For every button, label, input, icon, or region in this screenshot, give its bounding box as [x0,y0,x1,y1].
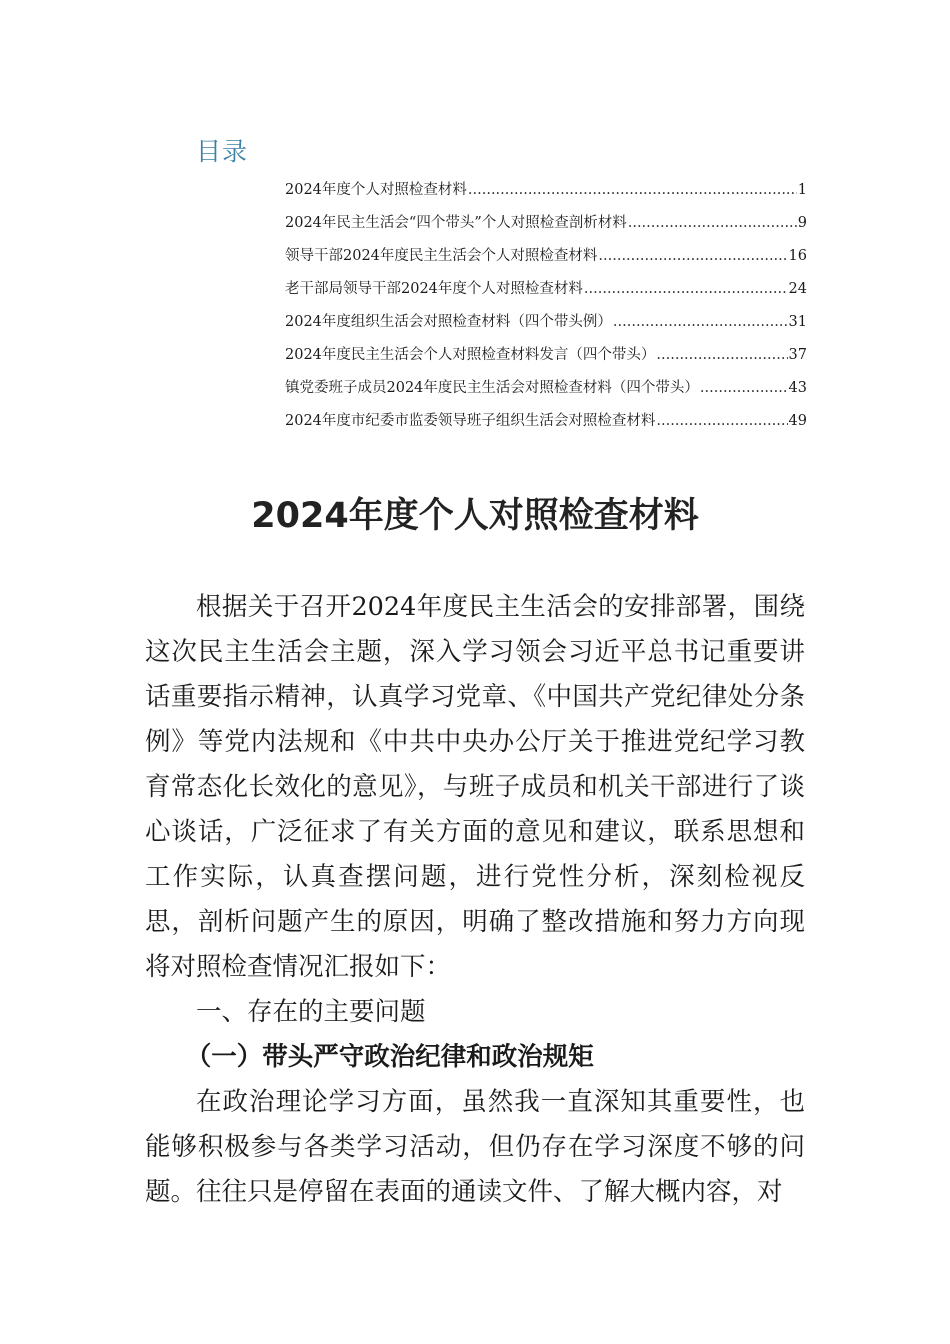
toc-leader-dots [628,207,797,240]
toc-entry[interactable] [285,240,807,273]
toc-entry-title: 镇党委班子成员2024年度民主生活会对照检查材料（四个带头） [285,380,699,396]
toc-entry-title: 2024年度组织生活会对照检查材料（四个带头例） [285,314,612,330]
toc-entry[interactable] [285,174,807,207]
toc-leader-dots [700,372,788,405]
document-title: 2024年度个人对照检查材料 [251,496,699,536]
body-paragraph: 在政治理论学习方面，虽然我一直深知其重要性，也能够积极参与各类学习活动，但仍存在学习深度不够的问题。往往只是停留在表面的通读文件、了解大概内容，对 [145,1087,805,1207]
toc-leader-dots [468,174,797,207]
table-of-contents [285,174,807,438]
toc-heading: 目录 [196,137,249,166]
toc-entry[interactable] [285,207,807,240]
toc-entry-title: 2024年度民主生活会个人对照检查材料发言（四个带头） [285,347,656,363]
toc-entry-title: 2024年度市纪委市监委领导班子组织生活会对照检查材料 [285,413,656,429]
toc-leader-dots [598,240,787,273]
toc-entry-page: 49 [788,413,807,429]
toc-entry[interactable] [285,405,807,438]
toc-entry[interactable] [285,273,807,306]
toc-entry-page: 16 [788,248,807,264]
toc-entry-page: 24 [788,281,807,297]
toc-leader-dots [656,405,787,438]
toc-entry-title: 领导干部2024年度民主生活会个人对照检查材料 [285,248,598,264]
toc-leader-dots [656,339,787,372]
toc-entry[interactable] [285,339,807,372]
toc-entry[interactable] [285,306,807,339]
toc-leader-dots [613,306,788,339]
toc-entry-page: 37 [788,347,807,363]
subsection-heading: （一）带头严守政治纪律和政治规矩 [185,1042,594,1072]
toc-entry-page: 9 [797,215,807,231]
document-body [145,585,805,1215]
toc-entry-title: 2024年民主生活会“四个带头”个人对照检查剖析材料 [285,215,627,231]
toc-entry-page: 31 [788,314,807,330]
toc-entry-title: 老干部局领导干部2024年度个人对照检查材料 [285,281,583,297]
toc-entry-title: 2024年度个人对照检查材料 [285,182,467,198]
toc-leader-dots [584,273,788,306]
toc-entry-page: 43 [788,380,807,396]
section-heading: 一、存在的主要问题 [196,997,426,1027]
toc-entry-page: 1 [797,182,807,198]
intro-paragraph: 根据关于召开2024年度民主生活会的安排部署，围绕这次民主生活会主题，深入学习领会习近平总书记重要讲话重要指示精神，认真学习党章、《中国共产党纪律处分条例》等党内法规和《中共中央办公厅关于推进党纪学习教育常态化长效化的意见》，与班子成员和机关干部进行了谈心谈话，广泛征求了有关方面的意见和建议，联系思想和工作实际，认真查摆问题，进行党性分析，深刻检视反思，剖析问题产生的原因，明确了整改措施和努力方向现将对照检查情况汇报如下： [145,592,805,982]
toc-entry[interactable] [285,372,807,405]
